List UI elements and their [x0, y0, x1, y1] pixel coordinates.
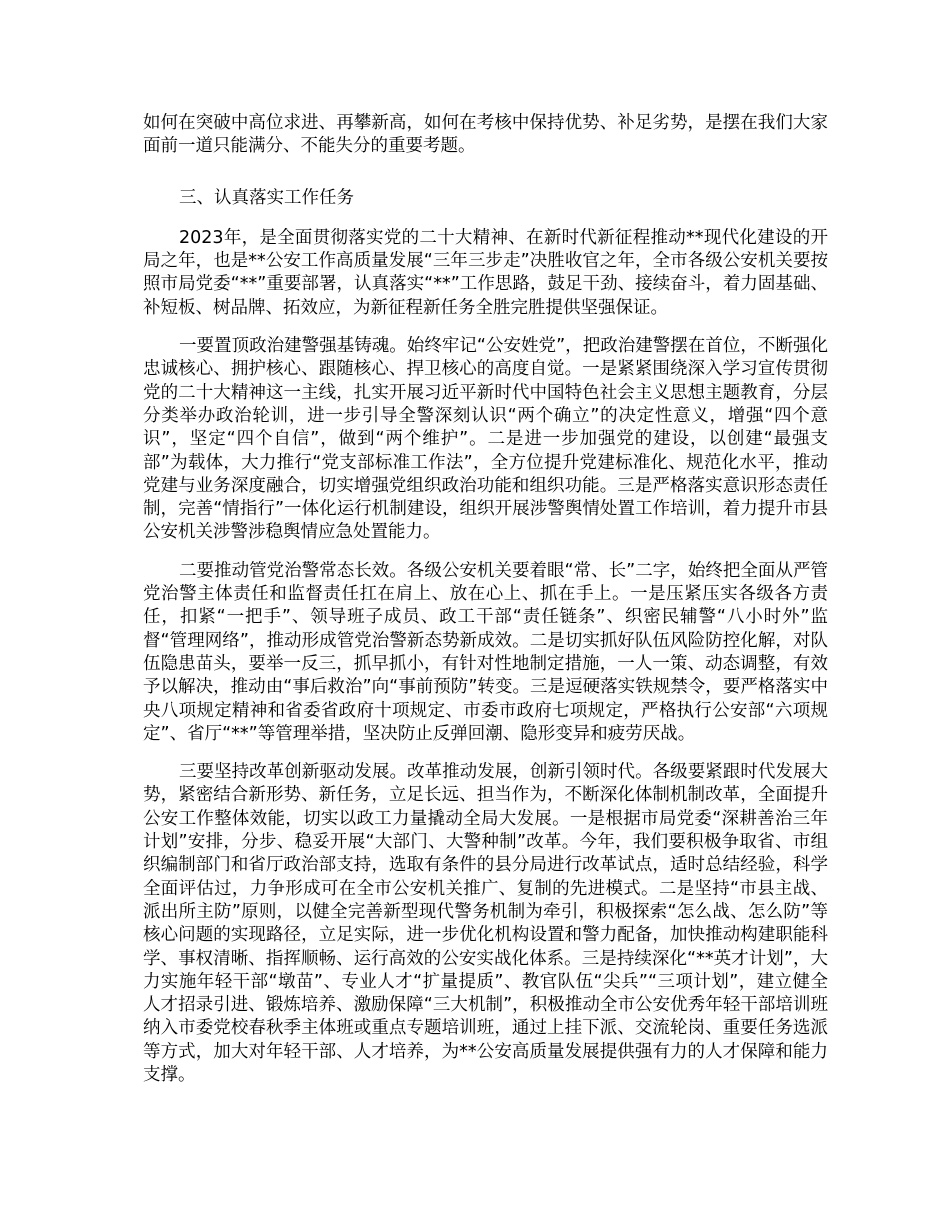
paragraph-party-management: 二要推动管党治警常态长效。各级公安机关要着眼“常、长”二字，始终把全面从严管党治警主体责任和监督责任扛在肩上、放在心上、抓在手上。一是压紧压实各级各方责任，扣紧“一把手”、领导班子成员、政工干部“责任链条”、织密民辅警“八小时外”监督“管理网络”，推动形成管党治警新态势新成效。二是切实抓好队伍风险防控化解，对队伍隐患苗头，要举一反三，抓早抓小，有针对性地制定措施，一人一策、动态调整，有效予以解决，推动由“事后救治”向“事前预防”转变。三是逗硬落实铁规禁令，要严格落实中央八项规定精神和省委省政府十项规定、市委市政府七项规定，严格执行公安部“六项规定”、省厅“**”等管理举措，坚决防止反弹回潮、隐形变异和疲劳厌战。 [143, 560, 828, 744]
paragraph-political-building: 一要置顶政治建警强基铸魂。始终牢记“公安姓党”，把政治建警摆在首位，不断强化忠诚核心、拥护核心、跟随核心、捍卫核心的高度自觉。一是紧紧围绕深入学习宣传贯彻党的二十大精神这一主线，扎实开展习近平新时代中国特色社会主义思想主题教育，分层分类举办政治轮训，进一步引导全警深刻认识“两个确立”的决定性意义，增强“四个意识”，坚定“四个自信”，做到“两个维护”。二是进一步加强党的建设，以创建“最强支部”为载体，大力推行“党支部标准工作法”，全方位提升党建标准化、规范化水平，推动党建与业务深度融合，切实增强党组织政治功能和组织功能。三是严格落实意识形态责任制，完善“情指行”一体化运行机制建设，组织开展涉警舆情处置工作培训，着力提升市县公安机关涉警涉稳舆情应急处置能力。 [143, 336, 828, 543]
paragraph-overview: 2023年，是全面贯彻落实党的二十大精神、在新时代新征程推动**现代化建设的开局之年，也是**公安工作高质量发展“三年三步走”决胜收官之年，全市各级公安机关要按照市局党委“**”重要部署，认真落实“**”工作思路，鼓足干劲、接续奋斗，着力固基础、补短板、树品牌、拓效应，为新征程新任务全胜完胜提供坚强保证。 [143, 227, 828, 318]
section-heading: 三、认真落实工作任务 [179, 187, 354, 208]
paragraph-reform-innovation: 三要坚持改革创新驱动发展。改革推动发展，创新引领时代。各级要紧跟时代发展大势，紧密结合新形势、新任务，立足长远、担当作为，不断深化体制机制改革，全面提升公安工作整体效能，切实以政工力量撬动全局大发展。一是根据市局党委“深耕善治三年计划”安排，分步、稳妥开展“大部门、大警种制”改革。今年，我们要积极争取省、市组织编制部门和省厅政治部支持，选取有条件的县分局进行改革试点，适时总结经验，科学全面评估过，力争形成可在全市公安机关推广、复制的先进模式。二是坚持“市县主战、派出所主防”原则，以健全完善新型现代警务机制为牵引，积极探索“怎么战、怎么防”等核心问题的实现路径，立足实际，进一步优化机构设置和警力配备，加快推动构建职能科学、事权清晰、指挥顺畅、运行高效的公安实战化体系。三是持续深化“**英才计划”，大力实施年轻干部“墩苗”、专业人才“扩量提质”、教官队伍“尖兵”“三项计划”，建立健全人才招录引进、锻炼培养、激励保障“三大机制”，积极推动全市公安优秀年轻干部培训班纳入市委党校春秋季主体班或重点专题培训班，通过上挂下派、交流轮岗、重要任务选派等方式，加大对年轻干部、人才培养，为**公安高质量发展提供强有力的人才保障和能力支撑。 [143, 762, 828, 1085]
document-page [143, 112, 828, 1087]
intro-paragraph: 如何在突破中高位求进、再攀新高，如何在考核中保持优势、补足劣势，是摆在我们大家面前一道只能满分、不能失分的重要考题。 [143, 113, 828, 157]
